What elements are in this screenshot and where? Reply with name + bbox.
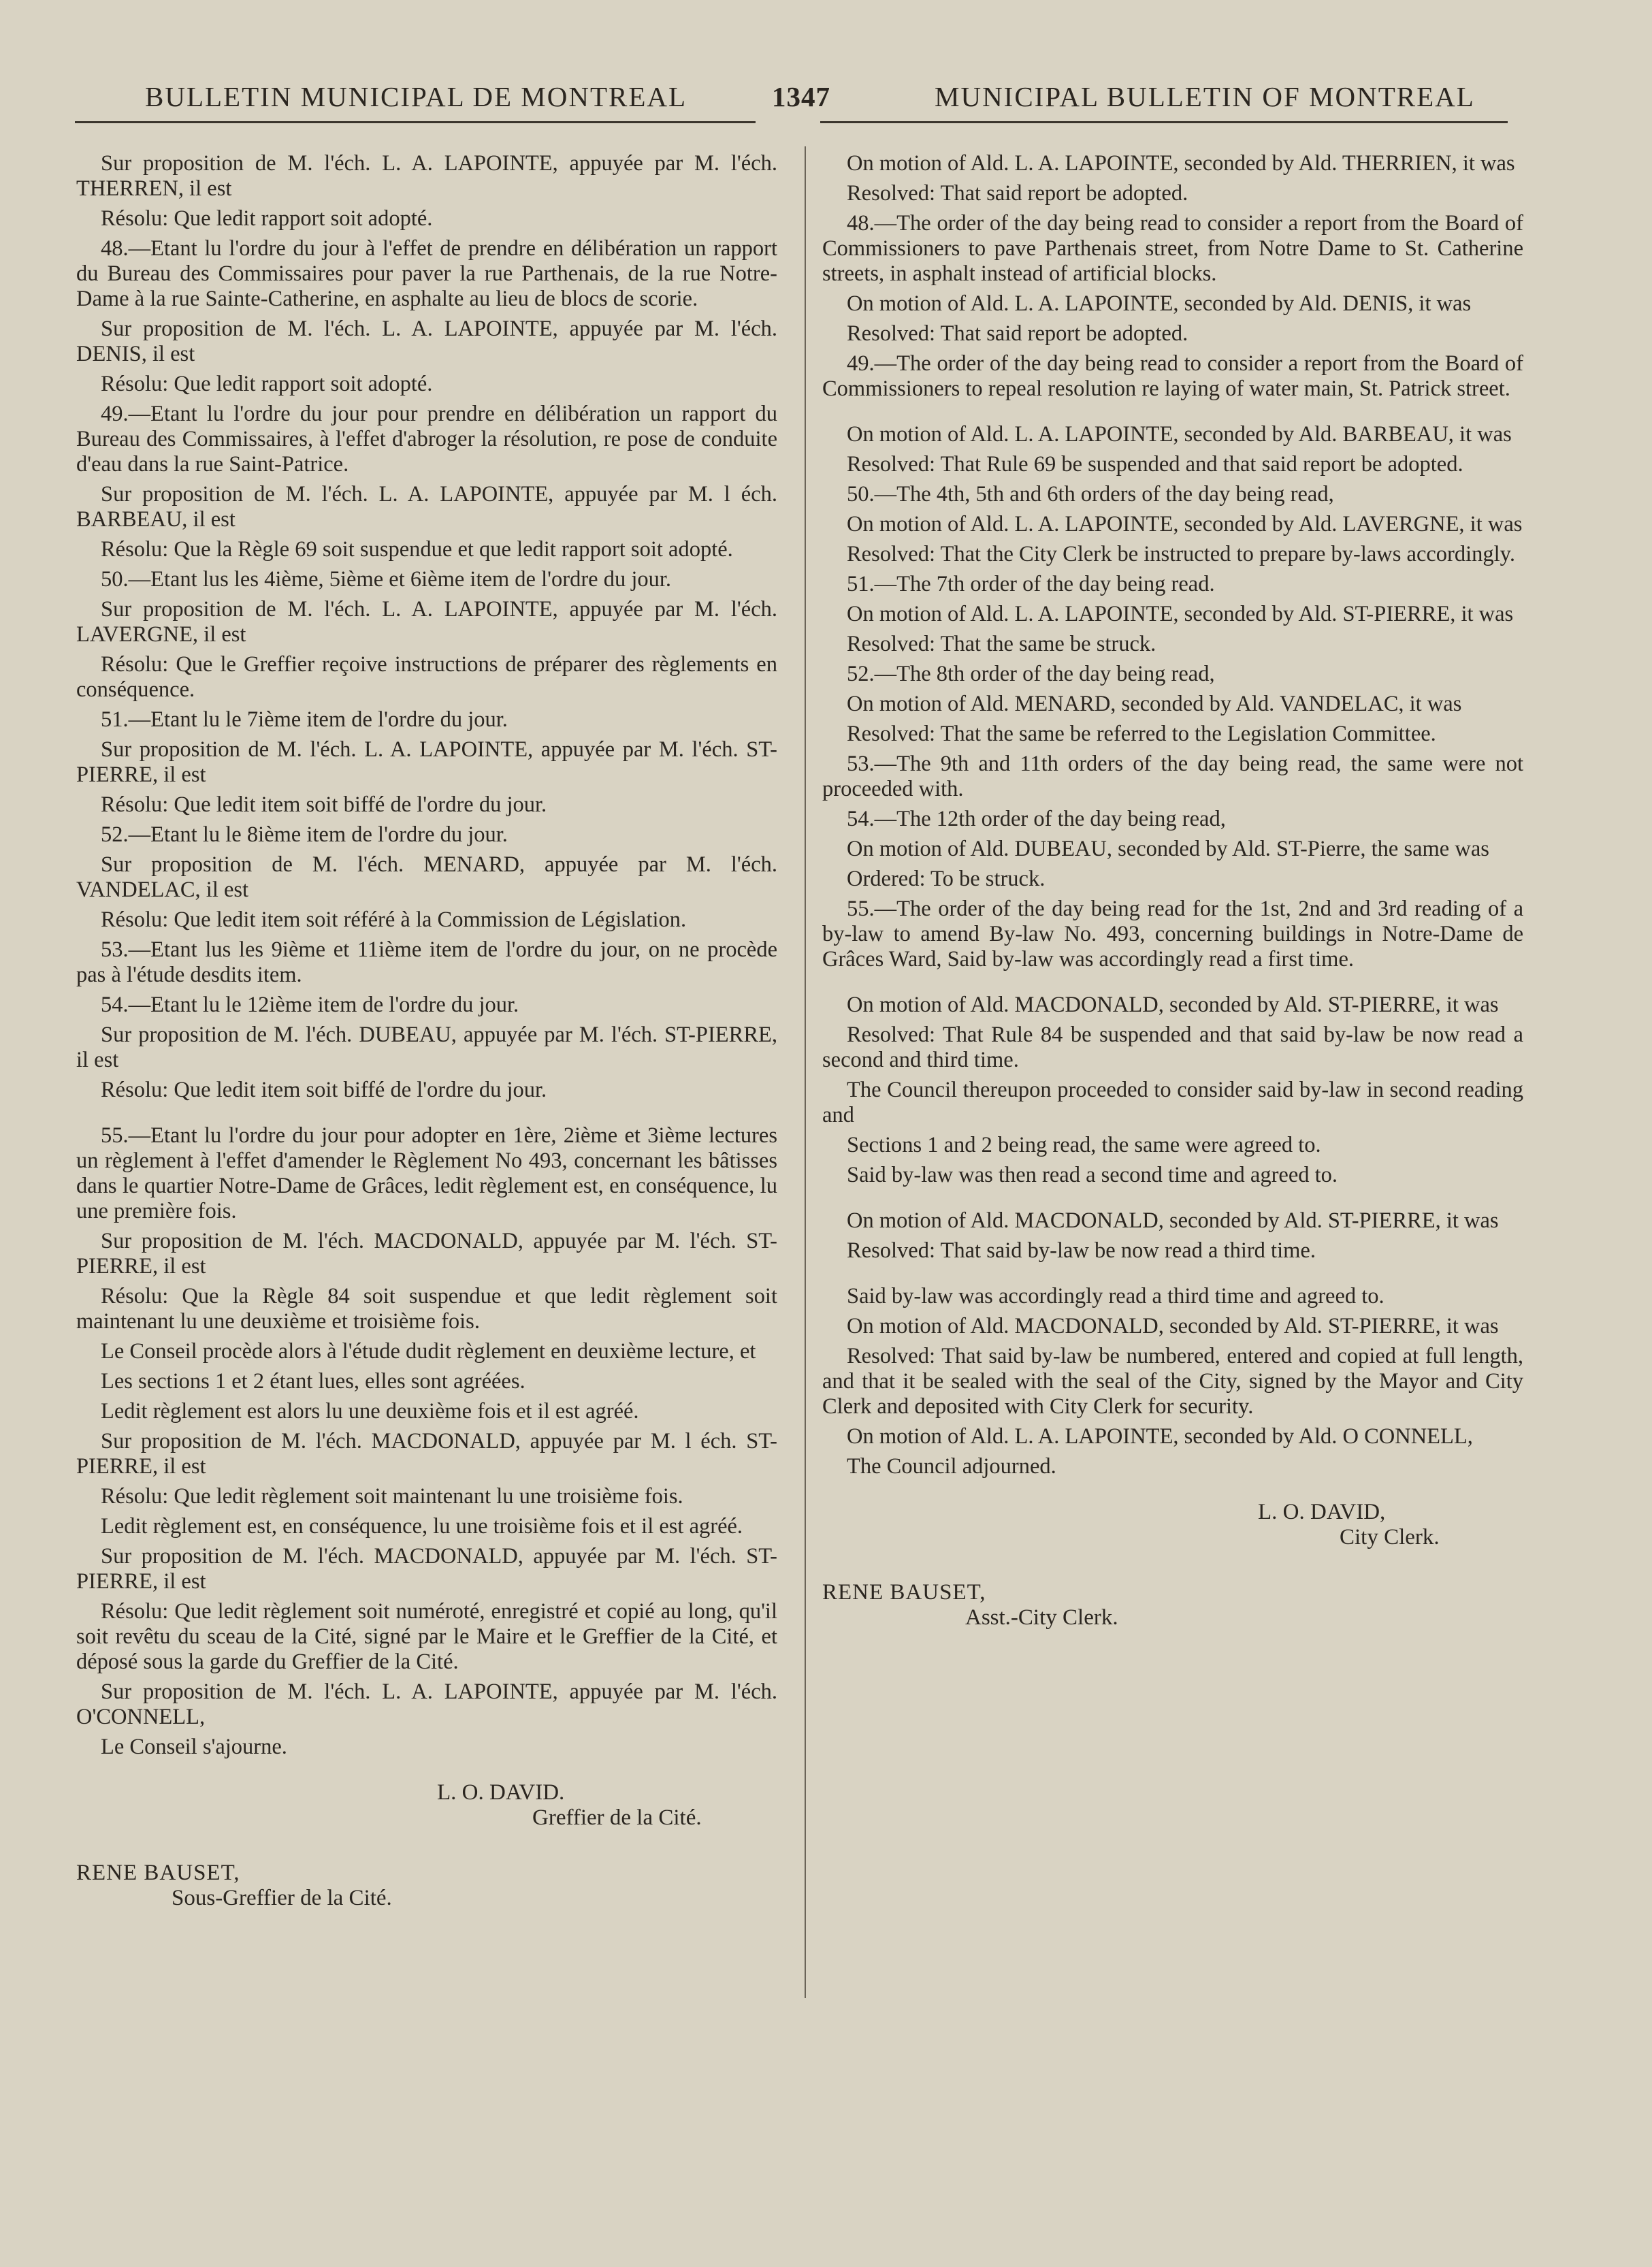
assistant-clerk-title: Asst.-City Clerk. — [965, 1605, 1118, 1630]
paragraph: 54.—The 12th order of the day being read, — [847, 807, 1226, 831]
header-french-title: BULLETIN MUNICIPAL DE MONTREAL — [145, 81, 687, 112]
paragraph: 51.—Etant lu le 7ième item de l'ordre du jour. — [101, 707, 508, 732]
paragraph: 53.—The 9th and 11th orders of the day being read, the same were not proceeded with. — [822, 752, 1523, 801]
paragraph: The Council thereupon proceeded to consider said by-law in second reading and — [822, 1078, 1523, 1127]
paragraph: Le Conseil procède alors à l'étude dudit règlement en deuxième lecture, et — [101, 1339, 756, 1364]
clerk-signature — [76, 1780, 777, 1831]
paragraph: Résolu: Que ledit rapport soit adopté. — [101, 372, 433, 396]
paragraph: Sur proposition de M. l'éch. L. A. LAPOINTE, appuyée par M. l'éch. O'CONNELL, — [76, 1679, 777, 1729]
paragraph: 52.—The 8th order of the day being read, — [847, 662, 1215, 686]
clerk-title: City Clerk. — [1340, 1525, 1440, 1549]
paragraph: On motion of Ald. MACDONALD, seconded by Ald. ST-PIERRE, it was — [847, 1314, 1499, 1338]
paragraph: Les sections 1 et 2 étant lues, elles sont agréées. — [101, 1369, 525, 1394]
page-number: 1347 — [772, 81, 830, 112]
header-english-title: MUNICIPAL BULLETIN OF MONTREAL — [935, 81, 1475, 112]
paragraph: Sur proposition de M. l'éch. L. A. LAPOINTE, appuyée par M. l'éch. DENIS, il est — [76, 317, 777, 366]
paragraph: Said by-law was accordingly read a third time and agreed to. — [847, 1284, 1384, 1308]
clerk-name: L. O. DAVID, — [1258, 1500, 1386, 1524]
paragraph: 52.—Etant lu le 8ième item de l'ordre du jour. — [101, 822, 508, 847]
clerk-name: L. O. DAVID. — [437, 1780, 565, 1805]
paragraph: 49.—The order of the day being read to consider a report from the Board of Commissioners to repeal resolution re laying of water main, St. Patrick street. — [822, 351, 1523, 401]
assistant-clerk-name: RENE BAUSET, — [822, 1580, 986, 1605]
paragraph: On motion of Ald. L. A. LAPOINTE, seconded by Ald. ST-PIERRE, it was — [847, 602, 1514, 626]
assistant-clerk-signature — [76, 1861, 777, 1911]
header-rule-left — [75, 121, 756, 123]
paragraph: Sur proposition de M. l'éch. L. A. LAPOINTE, appuyée par M. l'éch. THERREN, il est — [76, 151, 777, 201]
paragraph: Resolved: That Rule 69 be suspended and that said report be adopted. — [847, 452, 1463, 477]
paragraph: Le Conseil s'ajourne. — [101, 1735, 287, 1759]
paragraph: Sur proposition de M. l'éch. MENARD, appuyée par M. l'éch. VANDELAC, il est — [76, 852, 777, 902]
column-divider — [805, 146, 806, 1998]
paragraph: 50.—Etant lus les 4ième, 5ième et 6ième item de l'ordre du jour. — [101, 567, 672, 592]
paragraph: On motion of Ald. MENARD, seconded by Ald. VANDELAC, it was — [847, 692, 1462, 716]
assistant-clerk-signature — [822, 1580, 1523, 1630]
paragraph: 48.—The order of the day being read to consider a report from the Board of Commissioners to pave Parthenais street, from Notre Dame to St. Catherine streets, in asphalt instead of artificial blocks. — [822, 211, 1523, 286]
paragraph: Sur proposition de M. l'éch. L. A. LAPOINTE, appuyée par M. l'éch. ST-PIERRE, il est — [76, 737, 777, 787]
paragraph: Résolu: Que ledit rapport soit adopté. — [101, 206, 433, 231]
paragraph: 49.—Etant lu l'ordre du jour pour prendre en délibération un rapport du Bureau des Commissaires, à l'effet d'abroger la résolution, re pose de conduite d'eau dans la rue Saint-Patrice. — [76, 402, 777, 477]
assistant-clerk-name: RENE BAUSET, — [76, 1861, 240, 1885]
paragraph: On motion of Ald. L. A. LAPOINTE, seconded by Ald. BARBEAU, it was — [847, 422, 1512, 447]
paragraph: On motion of Ald. L. A. LAPOINTE, seconded by Ald. LAVERGNE, it was — [847, 512, 1523, 536]
paragraph: Ledit règlement est alors lu une deuxième fois et il est agréé. — [101, 1399, 639, 1424]
paragraph: Résolu: Que ledit règlement soit maintenant lu une troisième fois. — [101, 1484, 683, 1509]
paragraph: Sections 1 and 2 being read, the same were agreed to. — [847, 1133, 1321, 1157]
assistant-clerk-title: Sous-Greffier de la Cité. — [172, 1886, 392, 1910]
paragraph: 50.—The 4th, 5th and 6th orders of the day being read, — [847, 482, 1334, 507]
french-column — [76, 151, 777, 1911]
paragraph: Résolu: Que le Greffier reçoive instructions de préparer des règlements en conséquence. — [76, 652, 777, 702]
paragraph: Said by-law was then read a second time and agreed to. — [847, 1163, 1338, 1187]
clerk-signature — [822, 1500, 1523, 1550]
paragraph: 53.—Etant lus les 9ième et 11ième item de l'ordre du jour, on ne procède pas à l'étude desdits item. — [76, 937, 777, 987]
paragraph: Resolved: That said report be adopted. — [847, 321, 1188, 346]
clerk-title: Greffier de la Cité. — [532, 1805, 702, 1830]
paragraph: Résolu: Que ledit item soit biffé de l'ordre du jour. — [101, 792, 547, 817]
paragraph: Résolu: Que ledit item soit biffé de l'ordre du jour. — [101, 1078, 547, 1102]
paragraph: Resolved: That said report be adopted. — [847, 181, 1188, 206]
paragraph: On motion of Ald. MACDONALD, seconded by Ald. ST-PIERRE, it was — [847, 993, 1499, 1017]
paragraph: Résolu: Que ledit règlement soit numéroté, enregistré et copié au long, qu'il soit revêtu du sceau de la Cité, signé par le Maire et le Greffier de la Cité, et déposé sous la garde du Greffier de la Cité. — [76, 1599, 777, 1674]
paragraph: Sur proposition de M. l'éch. L. A. LAPOINTE, appuyée par M. l'éch. LAVERGNE, il est — [76, 597, 777, 647]
header-rule-right — [820, 121, 1508, 123]
paragraph: Resolved: That Rule 84 be suspended and that said by-law be now read a second and third time. — [822, 1023, 1523, 1072]
paragraph: Résolu: Que ledit item soit référé à la Commission de Législation. — [101, 907, 687, 932]
paragraph: On motion of Ald. L. A. LAPOINTE, seconded by Ald. O CONNELL, — [847, 1424, 1473, 1449]
paragraph: 55.—The order of the day being read for the 1st, 2nd and 3rd reading of a by-law to amend By-law No. 493, concerning buildings in Notre-Dame de Grâces Ward, Said by-law was accordingly read a first time. — [822, 897, 1523, 971]
paragraph: Sur proposition de M. l'éch. MACDONALD, appuyée par M. l'éch. ST-PIERRE, il est — [76, 1544, 777, 1594]
paragraph: Resolved: That the same be referred to the Legislation Committee. — [847, 722, 1436, 746]
paragraph: Ordered: To be struck. — [847, 867, 1046, 891]
paragraph: On motion of Ald. L. A. LAPOINTE, seconded by Ald. DENIS, it was — [847, 291, 1472, 316]
paragraph: 54.—Etant lu le 12ième item de l'ordre du jour. — [101, 993, 519, 1017]
paragraph: Sur proposition de M. l'éch. MACDONALD, appuyée par M. l éch. ST-PIERRE, il est — [76, 1429, 777, 1479]
paragraph: Sur proposition de M. l'éch. MACDONALD, appuyée par M. l'éch. ST-PIERRE, il est — [76, 1229, 777, 1279]
paragraph: On motion of Ald. DUBEAU, seconded by Ald. ST-Pierre, the same was — [847, 837, 1489, 861]
paragraph: 55.—Etant lu l'ordre du jour pour adopter en 1ère, 2ième et 3ième lectures un règlement à l'effet d'amender le Règlement No 493, concernant les bâtisses dans le quartier Notre-Dame de Grâces, ledit règlement est, en conséquence, lu une première fois. — [76, 1123, 777, 1223]
paragraph: Sur proposition de M. l'éch. DUBEAU, appuyée par M. l'éch. ST-PIERRE, il est — [76, 1023, 777, 1072]
paragraph: Résolu: Que la Règle 69 soit suspendue et que ledit rapport soit adopté. — [101, 537, 733, 562]
paragraph: 48.—Etant lu l'ordre du jour à l'effet de prendre en délibération un rapport du Bureau des Commissaires pour paver la rue Parthenais, de la rue Notre-Dame à la rue Sainte-Catherine, en asphalte au lieu de blocs de scorie. — [76, 236, 777, 311]
paragraph: 51.—The 7th order of the day being read. — [847, 572, 1215, 596]
paragraph: Ledit règlement est, en conséquence, lu une troisième fois et il est agréé. — [101, 1514, 743, 1539]
paragraph: The Council adjourned. — [847, 1454, 1056, 1479]
paragraph: Sur proposition de M. l'éch. L. A. LAPOINTE, appuyée par M. l éch. BARBEAU, il est — [76, 482, 777, 532]
paragraph: Résolu: Que la Règle 84 soit suspendue et que ledit règlement soit maintenant lu une deuxième et troisième fois. — [76, 1284, 777, 1334]
paragraph: On motion of Ald. MACDONALD, seconded by Ald. ST-PIERRE, it was — [847, 1208, 1499, 1233]
english-column — [822, 151, 1523, 1630]
paragraph: Resolved: That the City Clerk be instructed to prepare by-laws accordingly. — [847, 542, 1515, 566]
paragraph: Resolved: That the same be struck. — [847, 632, 1156, 656]
paragraph: Resolved: That said by-law be numbered, entered and copied at full length, and that it be sealed with the seal of the City, signed by the Mayor and City Clerk and deposited with City Clerk for security. — [822, 1344, 1523, 1419]
paragraph: On motion of Ald. L. A. LAPOINTE, seconded by Ald. THERRIEN, it was — [847, 151, 1515, 176]
paragraph: Resolved: That said by-law be now read a third time. — [847, 1238, 1316, 1263]
